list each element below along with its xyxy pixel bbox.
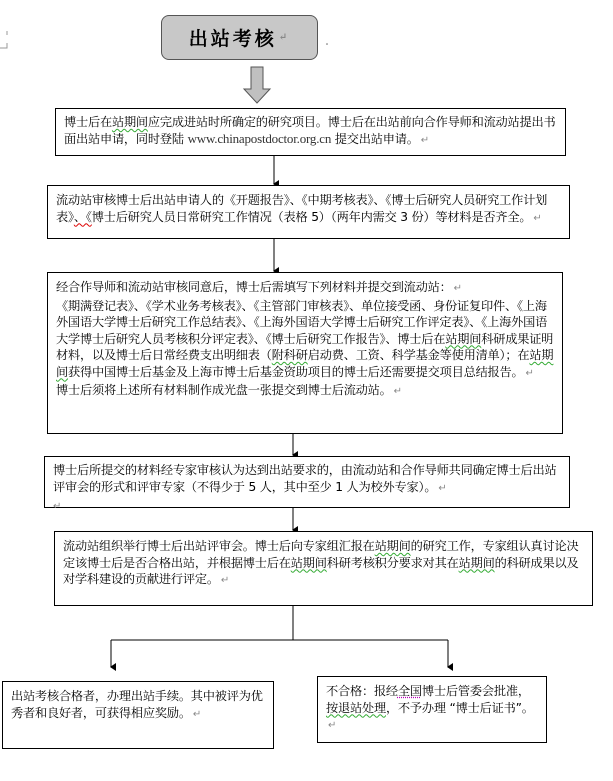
step-box-materials — [47, 272, 563, 434]
step3-wavy2: 附科研 — [271, 348, 308, 362]
pass-text: 出站考核合格者，办理出站手续。其中被评为优秀者和良好者，可获得相应奖励。 — [11, 689, 263, 720]
paragraph-mark: ↵ — [420, 134, 429, 146]
step3-cd-note — [56, 382, 554, 401]
fail-text-b: 博士后管委会批准， — [421, 684, 530, 698]
step1-text-b: 应完成进站时所确定的研究项目。博士后在出站前向合作导师和流动站提出书面出站申请，同时登陆 — [64, 115, 556, 146]
step3-wavy3: 站期间 — [56, 348, 554, 379]
paragraph-mark: ↵ — [393, 386, 402, 397]
website-link[interactable]: www.chinapostdoctor.org.cn — [187, 130, 332, 146]
step1-text-a: 博士后在 — [64, 115, 112, 129]
step-box-review — [47, 185, 570, 239]
paragraph-mark: ↵ — [525, 367, 534, 379]
step5-text-c: 科研考核积分要求对其在 — [326, 555, 459, 570]
paragraph-mark: ↵ — [278, 32, 291, 43]
step1-text-wavy: 站期间 — [111, 115, 148, 129]
step3-line-last: 博士后须将上述所有材料制作成光盘一张提交到博士后流动站。 — [56, 383, 392, 397]
title-box — [161, 15, 318, 60]
paragraph-mark: ↵ — [438, 482, 447, 494]
fail-text-a: 不合格：报经 — [326, 684, 398, 698]
outcome-box-fail — [317, 676, 547, 743]
step3-text-c: 启动费、工资、科学基金等使用清单）；在 — [307, 348, 530, 362]
title-text: 出站考核 — [188, 28, 277, 50]
fail-text-c: ，不予办理 “博士后证书”。 — [385, 700, 534, 715]
paragraph-mark: ↵ — [453, 283, 462, 294]
paragraph-mark: ↵ — [328, 720, 337, 731]
step-box-apply — [55, 108, 566, 156]
paragraph-mark: ↵ — [53, 501, 62, 512]
step5-text-b: 的研究工作，专家组认真讨论决定该博士后是否合格出站，并根据博士后在 — [63, 539, 579, 570]
stray-dot — [326, 43, 328, 45]
step3-text-b: 科研成果证明材料，以及博士后日常经费支出明细表（ — [56, 331, 554, 362]
step-box-expert-review — [44, 456, 570, 512]
step5-text-a: 流动站组织举行博士后出站评审会。博士后向专家组汇报在 — [63, 539, 375, 553]
step3-text-d: 获得中国博士后基金及上海市博士后基金资助项目的博士后还需要提交项目总结报告。 — [68, 364, 524, 379]
step2-text-wavy: 、《 — [73, 209, 92, 224]
step3-intro — [56, 279, 554, 298]
step2-text-a: 流动站审核博士后出站申请人的《开题报告》、《中期考核表》、《博士后研究人员研究工作计划表》 — [56, 193, 548, 224]
paragraph-mark: ↵ — [220, 575, 230, 586]
step3-line1: 经合作导师和流动站审核同意后，博士后需填写下列材料并提交到流动站： — [56, 280, 452, 294]
fail-text-dotted: 全国 — [397, 684, 422, 698]
fail-text-wavy: 按退站处理 — [326, 700, 386, 715]
step5-wavy3: 站期间 — [458, 555, 495, 570]
step5-wavy1: 站期间 — [374, 539, 411, 553]
step2-text-b: 博士后研究人员日常研究工作情况（表格 5）（两年内需交 3 份）等材料是否齐全。 — [91, 209, 532, 224]
step1-text-c: 提交出站申请。 — [331, 131, 419, 146]
page-corner-mark — [0, 31, 7, 48]
step3-text-a: 《期满登记表》、《学术业务考核表》、《主管部门审核表》、单位接受函、身份证复印件、《上海外国语大学博士后研究工作总结表》、《上海外国语大学博士后研究工作评定表》、《上海外国语大学博士后研究人员考核积分评定表》、《博士后研究工作报告》、博士后在 — [56, 298, 548, 346]
step5-text-d: 的科研成果以及对学科建设的贡献进行评定。 — [63, 555, 579, 586]
block-down-arrow — [244, 67, 270, 103]
step3-materials-list — [56, 298, 554, 383]
step-box-evaluation — [54, 531, 593, 606]
step4-text: 博士后所提交的材料经专家审核认为达到出站要求的，由流动站和合作导师共同确定博士后出站评审会的形式和评审专家（不得少于 5 人，其中至少 1 人为校外专家）。 — [53, 463, 557, 494]
step5-wavy2: 站期间 — [290, 555, 327, 570]
step3-wavy1: 站期间 — [445, 331, 482, 346]
paragraph-mark: ↵ — [192, 708, 201, 720]
paragraph-mark: ↵ — [533, 212, 542, 224]
outcome-box-pass — [2, 681, 274, 749]
